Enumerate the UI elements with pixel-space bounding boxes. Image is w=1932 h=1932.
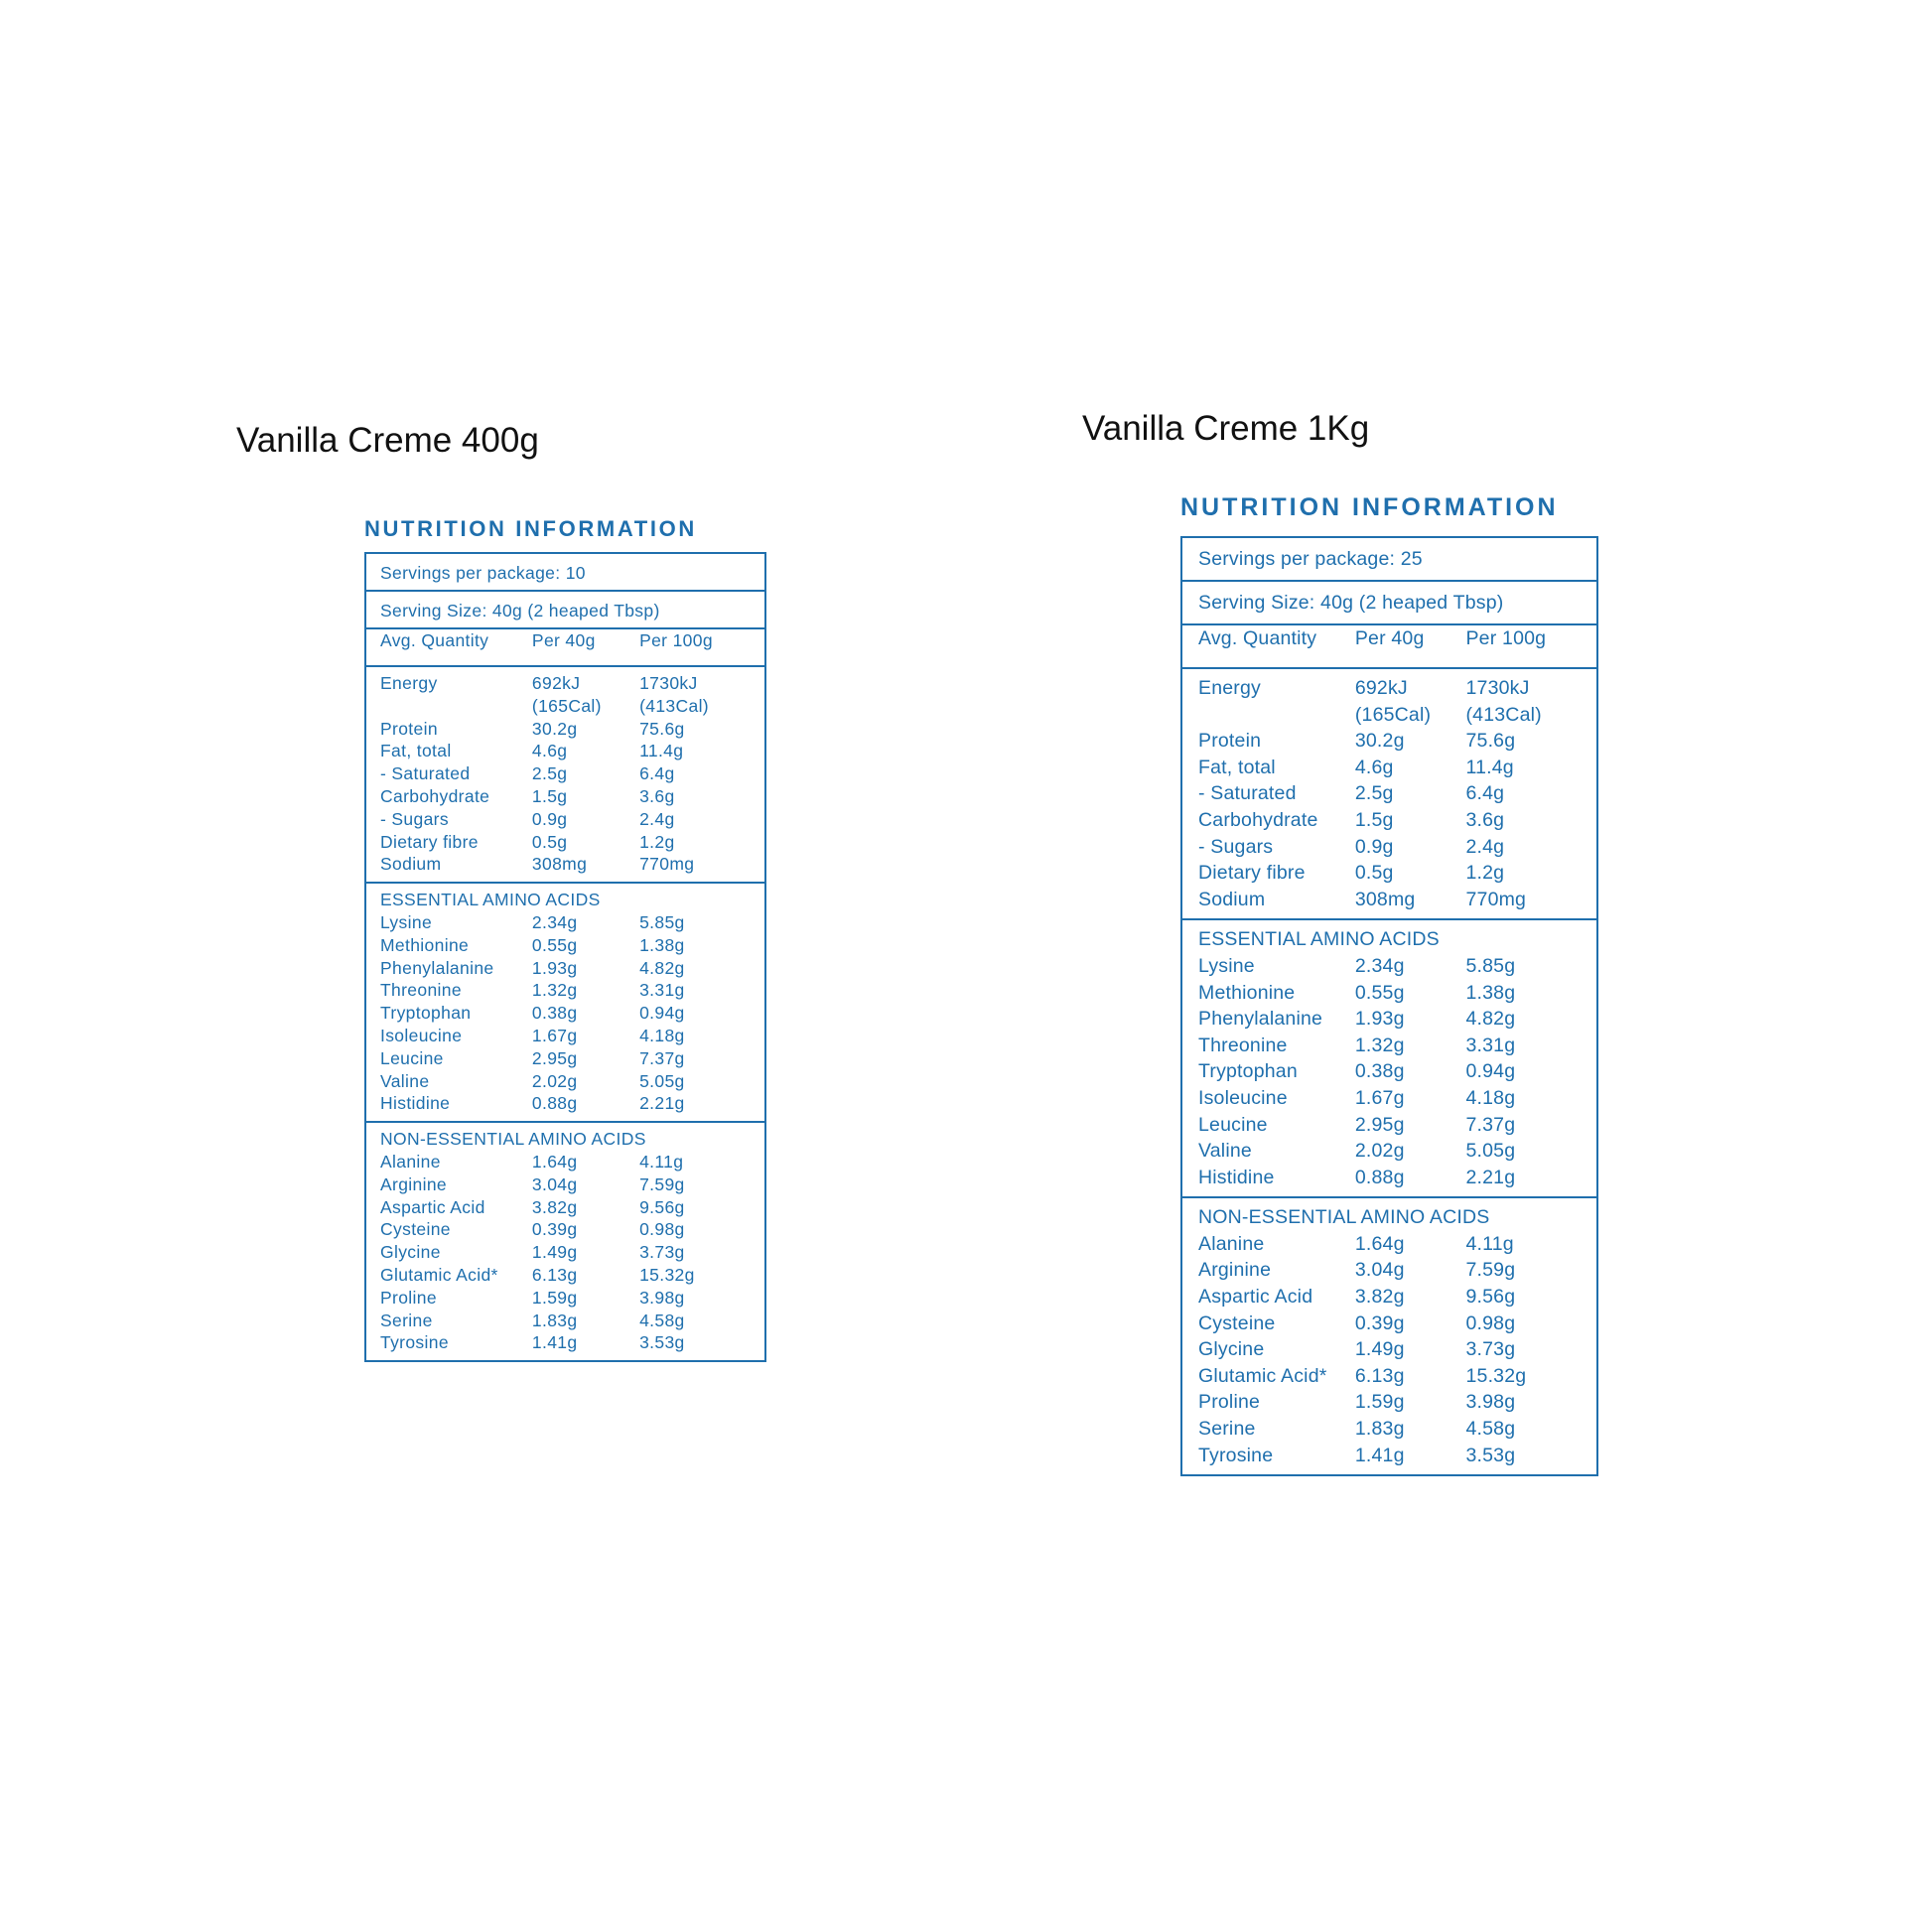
per-serve-value: 0.9g [531, 808, 568, 829]
nutrient-name [380, 695, 532, 718]
per-serve-value: 1.64g [1354, 1232, 1405, 1255]
nutrients-section [1182, 669, 1596, 920]
nutrient-row [380, 1070, 751, 1093]
nutrient-row [380, 934, 751, 957]
nutrient-name: Leucine [1198, 1113, 1268, 1136]
nutrient-row [1198, 1416, 1581, 1443]
per-serve-value: 1.5g [1354, 808, 1394, 831]
per-100g-value: (413Cal) [639, 695, 709, 716]
per-serve-value: 4.6g [531, 741, 568, 761]
per-serve-value: 30.2g [531, 718, 578, 739]
essential-amino-list [1198, 953, 1581, 1190]
per-100g-value: 4.58g [639, 1310, 685, 1330]
per-100g-value: 2.4g [1465, 835, 1505, 858]
nutrient-name: Dietary fibre [380, 831, 479, 852]
per-100g-value: 3.73g [639, 1242, 685, 1263]
per-serve-value: (165Cal) [1354, 703, 1432, 726]
nutrient-row [380, 740, 751, 762]
per-100g-value: 1.2g [639, 831, 675, 852]
nutrient-name: Protein [1198, 730, 1262, 753]
nutrient-name: Serine [380, 1310, 433, 1330]
per-serve-value: 0.5g [1354, 862, 1394, 885]
nutrient-row [1198, 1311, 1581, 1337]
per-100g-value: 6.4g [1465, 782, 1505, 805]
nutrient-name: Aspartic Acid [380, 1196, 485, 1217]
per-serve-value: 1.32g [531, 980, 578, 1001]
essential-amino-section [366, 884, 764, 1123]
nutrient-name: Isoleucine [380, 1025, 463, 1045]
nutrient-name: - Saturated [380, 763, 471, 784]
nutrient-row [380, 853, 751, 876]
nutrient-row [1198, 780, 1581, 807]
non-essential-amino-list [1198, 1231, 1581, 1468]
per-serve-value: 308mg [531, 854, 588, 875]
per-100g-value: 4.58g [1465, 1418, 1516, 1441]
nutrient-name: Methionine [1198, 981, 1296, 1004]
column-header: Per 40g [531, 630, 596, 650]
per-serve-value: 3.82g [1354, 1286, 1405, 1309]
nutrient-name [1198, 702, 1355, 729]
nutrient-row [1198, 675, 1581, 702]
per-100g-value: 5.85g [639, 911, 685, 932]
nutrient-name: Serine [1198, 1418, 1256, 1441]
nutrient-name: Tryptophan [380, 1003, 472, 1024]
per-serve-value: 1.41g [531, 1332, 578, 1353]
per-serve-value: 1.67g [1354, 1086, 1405, 1109]
panel-heading: NUTRITION INFORMATION [1180, 493, 1559, 521]
per-100g-value: 3.31g [639, 980, 685, 1001]
column-header: Per 100g [639, 630, 713, 650]
per-serve-value: 6.13g [1354, 1364, 1405, 1387]
per-serve-value: 0.55g [531, 934, 578, 955]
nutrient-row [380, 1218, 751, 1241]
nutrient-name: Cysteine [1198, 1311, 1276, 1334]
per-serve-value: 3.04g [531, 1173, 578, 1194]
nutrient-row [380, 1241, 751, 1264]
per-100g-value: 1.38g [639, 934, 685, 955]
per-100g-value: 4.18g [639, 1025, 685, 1045]
per-serve-value: 308mg [1354, 888, 1416, 910]
per-100g-value: 0.94g [1465, 1060, 1516, 1083]
servings-per-package: Servings per package: 10 [366, 554, 764, 592]
nutrient-name: Cysteine [380, 1219, 451, 1240]
nutrient-name: Tyrosine [380, 1332, 449, 1353]
nutrient-name: Proline [1198, 1391, 1261, 1414]
nutrient-name: - Sugars [380, 808, 449, 829]
nutrient-row [1198, 807, 1581, 834]
nutrient-row [380, 718, 751, 741]
per-100g-value: 3.73g [1465, 1338, 1516, 1361]
nutrient-row [380, 1092, 751, 1115]
per-100g-value: 7.37g [1465, 1113, 1516, 1136]
per-100g-value: 4.11g [1465, 1232, 1514, 1255]
nutrient-row [1198, 1257, 1581, 1284]
nutrient-name: Lysine [1198, 954, 1255, 977]
per-serve-value: 1.32g [1354, 1034, 1405, 1056]
nutrient-row [1198, 1336, 1581, 1363]
nutrition-panel [364, 514, 766, 1362]
per-serve-value: 692kJ [531, 673, 581, 693]
per-100g-value: 5.85g [1465, 954, 1516, 977]
servings-per-package: Servings per package: 25 [1182, 538, 1596, 582]
nutrient-row [380, 1264, 751, 1287]
per-100g-value: 7.37g [639, 1047, 685, 1068]
nutrient-row [1198, 1165, 1581, 1191]
nutrient-row [1198, 728, 1581, 755]
nutrient-row [380, 785, 751, 808]
nutrient-row [380, 1025, 751, 1047]
per-serve-value: 6.13g [531, 1264, 578, 1285]
nutrient-row [380, 1173, 751, 1196]
nutrient-name: Glutamic Acid* [1198, 1364, 1327, 1387]
per-100g-value: 6.4g [639, 763, 675, 784]
nutrient-row [1198, 755, 1581, 781]
nutrient-row [1198, 1443, 1581, 1469]
nutrient-name: Glycine [380, 1242, 441, 1263]
nutrient-name: - Saturated [1198, 782, 1297, 805]
nutrients-section [366, 667, 764, 884]
per-serve-value: 1.49g [1354, 1338, 1405, 1361]
per-100g-value: 75.6g [1465, 730, 1516, 753]
column-header: Avg. Quantity [1198, 627, 1317, 649]
per-100g-value: 4.11g [639, 1151, 684, 1172]
per-serve-value: 2.34g [531, 911, 578, 932]
nutrient-name: Protein [380, 718, 438, 739]
nutrient-name: Carbohydrate [380, 785, 490, 806]
per-serve-value: 0.38g [531, 1003, 578, 1024]
per-100g-value: 0.98g [639, 1219, 685, 1240]
nutrient-name: Fat, total [380, 741, 452, 761]
column-header: Per 40g [1354, 627, 1425, 649]
product-title: Vanilla Creme 400g [236, 421, 539, 460]
nutrient-name: Valine [380, 1070, 430, 1091]
per-100g-value: (413Cal) [1465, 703, 1542, 726]
per-serve-value: 692kJ [1354, 677, 1408, 699]
per-100g-value: 2.21g [639, 1093, 685, 1114]
per-serve-value: 2.34g [1354, 954, 1405, 977]
nutrient-name: Dietary fibre [1198, 862, 1306, 885]
nutrient-row [1198, 1058, 1581, 1085]
nutrient-row [380, 1047, 751, 1070]
per-serve-value: 1.83g [531, 1310, 578, 1330]
nutrition-panel [1180, 490, 1598, 1476]
per-serve-value: 2.95g [531, 1047, 578, 1068]
nutrient-row [380, 1196, 751, 1219]
per-serve-value: 0.9g [1354, 835, 1394, 858]
nutrient-name: Threonine [1198, 1034, 1288, 1056]
per-serve-value: 0.5g [531, 831, 568, 852]
nutrient-name: Fat, total [1198, 756, 1276, 778]
per-serve-value: 2.02g [531, 1070, 578, 1091]
column-header: Avg. Quantity [380, 630, 489, 650]
per-100g-value: 3.53g [639, 1332, 685, 1353]
nutrient-name: Energy [380, 673, 438, 693]
per-100g-value: 4.82g [639, 957, 685, 978]
nutrient-row [380, 979, 751, 1002]
nutrient-row [1198, 1112, 1581, 1139]
per-100g-value: 7.59g [1465, 1259, 1516, 1282]
per-100g-value: 15.32g [1465, 1364, 1527, 1387]
nutrient-name: Isoleucine [1198, 1086, 1288, 1109]
non-essential-amino-section [1182, 1198, 1596, 1474]
per-serve-value: 1.41g [1354, 1444, 1405, 1466]
nutrient-name: Carbohydrate [1198, 808, 1318, 831]
nutrient-name: Leucine [380, 1047, 444, 1068]
per-serve-value: 0.88g [1354, 1166, 1405, 1188]
nutrient-row [1198, 834, 1581, 861]
nutrient-row [380, 831, 751, 854]
nutrient-row [1198, 1363, 1581, 1390]
per-serve-value: 1.93g [1354, 1008, 1405, 1031]
nutrient-row [380, 1310, 751, 1332]
nutrient-name: Arginine [1198, 1259, 1272, 1282]
per-serve-value: 2.5g [1354, 782, 1394, 805]
per-100g-value: 0.98g [1465, 1311, 1516, 1334]
nutrient-name: Tyrosine [1198, 1444, 1274, 1466]
nutrient-row [1198, 1138, 1581, 1165]
panel-heading: NUTRITION INFORMATION [364, 516, 697, 541]
nutrient-row [1198, 887, 1581, 913]
section-title: NON-ESSENTIAL AMINO ACIDS [380, 1129, 646, 1150]
per-serve-value: 1.5g [531, 785, 568, 806]
serving-size: Serving Size: 40g (2 heaped Tbsp) [1182, 582, 1596, 625]
per-100g-value: 770mg [639, 854, 695, 875]
nutrient-row [380, 1002, 751, 1025]
section-title: ESSENTIAL AMINO ACIDS [1198, 928, 1440, 951]
per-serve-value: 0.38g [1354, 1060, 1405, 1083]
per-100g-value: 4.18g [1465, 1086, 1516, 1109]
nutrition-table [364, 552, 766, 1362]
per-serve-value: 0.88g [531, 1093, 578, 1114]
per-100g-value: 2.21g [1465, 1166, 1516, 1188]
nutrient-name: Phenylalanine [380, 957, 494, 978]
per-100g-value: 1730kJ [1465, 677, 1530, 699]
nutrient-row [380, 808, 751, 831]
nutrient-name: Sodium [1198, 888, 1266, 910]
nutrient-row [1198, 953, 1581, 980]
per-serve-value: 1.64g [531, 1151, 578, 1172]
nutrient-name: Threonine [380, 980, 462, 1001]
per-serve-value: 4.6g [1354, 756, 1394, 778]
nutrient-name: Glutamic Acid* [380, 1264, 498, 1285]
per-100g-value: 0.94g [639, 1003, 685, 1024]
nutrient-row [380, 672, 751, 695]
per-serve-value: 1.59g [1354, 1391, 1405, 1414]
per-100g-value: 770mg [1465, 888, 1527, 910]
per-serve-value: 0.55g [1354, 981, 1405, 1004]
nutrient-row [380, 911, 751, 934]
nutrient-name: - Sugars [1198, 835, 1274, 858]
nutrient-row [380, 1331, 751, 1354]
nutrient-row [380, 762, 751, 785]
nutrient-row [1198, 702, 1581, 729]
nutrient-name: Proline [380, 1287, 437, 1308]
per-100g-value: 11.4g [639, 741, 684, 761]
per-100g-value: 1.2g [1465, 862, 1505, 885]
section-title: NON-ESSENTIAL AMINO ACIDS [1198, 1206, 1490, 1229]
per-100g-value: 7.59g [639, 1173, 685, 1194]
nutrition-table [1180, 536, 1598, 1476]
per-serve-value: 2.95g [1354, 1113, 1405, 1136]
nutrient-row [380, 1151, 751, 1173]
nutrient-row [1198, 980, 1581, 1007]
product-title: Vanilla Creme 1Kg [1082, 409, 1370, 448]
per-100g-value: 3.53g [1465, 1444, 1516, 1466]
nutrient-row [1198, 1284, 1581, 1311]
per-100g-value: 3.6g [1465, 808, 1505, 831]
per-100g-value: 3.6g [639, 785, 675, 806]
nutrient-name: Phenylalanine [1198, 1008, 1323, 1031]
per-serve-value: (165Cal) [531, 695, 602, 716]
per-serve-value: 2.02g [1354, 1140, 1405, 1163]
per-100g-value: 9.56g [1465, 1286, 1516, 1309]
non-essential-amino-section [366, 1123, 764, 1360]
nutrient-row [1198, 860, 1581, 887]
per-serve-value: 1.67g [531, 1025, 578, 1045]
nutrient-name: Alanine [1198, 1232, 1265, 1255]
serving-size: Serving Size: 40g (2 heaped Tbsp) [366, 592, 764, 629]
per-serve-value: 2.5g [531, 763, 568, 784]
nutrient-name: Aspartic Acid [1198, 1286, 1313, 1309]
per-serve-value: 0.39g [531, 1219, 578, 1240]
nutrient-row [1198, 1006, 1581, 1033]
nutrient-name: Arginine [380, 1173, 448, 1194]
nutrient-name: Sodium [380, 854, 442, 875]
per-100g-value: 5.05g [639, 1070, 685, 1091]
essential-amino-section [1182, 920, 1596, 1198]
essential-amino-list [380, 911, 751, 1115]
nutrient-name: Valine [1198, 1140, 1252, 1163]
nutrient-name: Methionine [380, 934, 470, 955]
nutrient-name: Glycine [1198, 1338, 1265, 1361]
per-100g-value: 1730kJ [639, 673, 698, 693]
per-100g-value: 15.32g [639, 1264, 695, 1285]
column-header: Per 100g [1465, 627, 1547, 649]
per-100g-value: 4.82g [1465, 1008, 1516, 1031]
column-header-row [1182, 625, 1596, 669]
per-100g-value: 3.98g [639, 1287, 685, 1308]
per-serve-value: 1.49g [531, 1242, 578, 1263]
per-serve-value: 1.59g [531, 1287, 578, 1308]
nutrient-name: Histidine [1198, 1166, 1275, 1188]
non-essential-amino-list [380, 1151, 751, 1354]
nutrient-row [380, 957, 751, 980]
nutrient-row [1198, 1231, 1581, 1258]
per-serve-value: 1.93g [531, 957, 578, 978]
per-100g-value: 3.31g [1465, 1034, 1516, 1056]
per-100g-value: 9.56g [639, 1196, 685, 1217]
nutrient-name: Lysine [380, 911, 433, 932]
nutrient-name: Tryptophan [1198, 1060, 1298, 1083]
nutrient-row [380, 1287, 751, 1310]
section-title: ESSENTIAL AMINO ACIDS [380, 890, 601, 910]
per-100g-value: 11.4g [1465, 756, 1514, 778]
nutrient-row [1198, 1389, 1581, 1416]
nutrient-name: Histidine [380, 1093, 451, 1114]
per-serve-value: 3.82g [531, 1196, 578, 1217]
nutrient-row [1198, 1085, 1581, 1112]
per-100g-value: 5.05g [1465, 1140, 1516, 1163]
per-100g-value: 75.6g [639, 718, 685, 739]
nutrient-row [380, 695, 751, 718]
nutrient-name: Alanine [380, 1151, 441, 1172]
per-serve-value: 30.2g [1354, 730, 1405, 753]
column-header-row [366, 629, 764, 667]
nutrient-row [1198, 1033, 1581, 1059]
per-100g-value: 3.98g [1465, 1391, 1516, 1414]
per-serve-value: 0.39g [1354, 1311, 1405, 1334]
per-100g-value: 1.38g [1465, 981, 1516, 1004]
per-serve-value: 1.83g [1354, 1418, 1405, 1441]
nutrient-name: Energy [1198, 677, 1261, 699]
per-serve-value: 3.04g [1354, 1259, 1405, 1282]
per-100g-value: 2.4g [639, 808, 675, 829]
